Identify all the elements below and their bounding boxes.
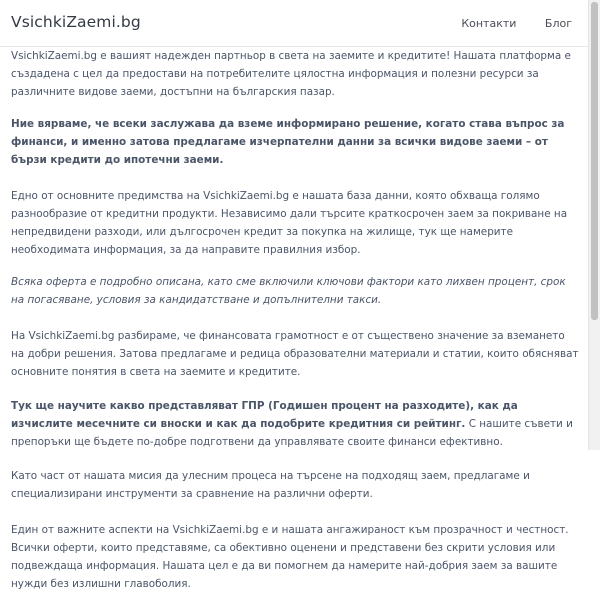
intro-paragraph: VsichkiZaemi.bg е вашият надежден партньор в света на заемите и кредитите! Нашата платформа е създадена с цел да предостави на потребителите цялостна информация и полезни ресурси за различните видове заеми, достъпни на българския пазар. [11, 50, 571, 98]
transparency-paragraph: Един от важните аспекти на VsichkiZaemi.bg е и нашата ангажираност към прозрачност и честност. Всички оферти, които представяме, са обективно оценени и представени без скрити условия или подвеждаща информация. Нашата цел е да ви помогнем да намерите най-добрия заем за вашите нужди без излишни главоболия. [11, 524, 569, 590]
main-nav [436, 17, 572, 30]
offer-details-paragraph: Всяка оферта е подробно описана, като сме включили ключови фактори като лихвен процент, срок на погасяване, условия за кандидатстване и допълнителни такси. [11, 276, 566, 306]
belief-paragraph: Ние вярваме, че всеки заслужава да вземе информирано решение, когато става въпрос за финанси, и именно затова предлагаме изчерпателни данни за всички видове заеми – от бързи кредити до ипотечни заеми. [11, 118, 565, 166]
database-paragraph: Едно от основните предимства на VsichkiZaemi.bg е нашата база данни, която обхваща голямо разнообразие от кредитни продукти. Независимо дали търсите краткосрочен заем за покриване на непредвидени разходи, или дългосрочен кредит за покупка на жилище, тук ще намерите необходимата информация, за да направите правилния избор. [11, 190, 568, 256]
page-scrollbar[interactable] [588, 0, 600, 450]
apr-paragraph-bold: Тук ще научите какво представляват ГПР (Годишен процент на разходите), как да изчислите месечните си вноски и как да подобрите кредитния си рейтинг. [11, 400, 518, 430]
tools-paragraph: Като част от нашата мисия да улесним процеса на търсене на подходящ заем, предлагаме и специализирани инструменти за сравнение на различни оферти. [11, 470, 530, 500]
nav-link-contacts[interactable]: Контакти [461, 17, 517, 30]
site-header [0, 0, 588, 47]
apr-paragraph [11, 397, 579, 451]
literacy-paragraph: На VsichkiZaemi.bg разбираме, че финансовата грамотност е от съществено значение за вземането на добри решения. Затова предлагаме и редица образователни материали и статии, които обясняват основните понятия в света на заемите и кредитите. [11, 330, 579, 378]
main-content [11, 47, 579, 593]
site-logo[interactable]: VsichkiZaemi.bg [11, 13, 141, 31]
nav-link-blog[interactable]: Блог [544, 17, 572, 30]
scrollbar-thumb[interactable] [591, 2, 598, 320]
apr-paragraph-rest: С нашите съвети и препоръки ще бъдете по-добре подготвени да управлявате своите финанси ефективно. [11, 418, 573, 448]
